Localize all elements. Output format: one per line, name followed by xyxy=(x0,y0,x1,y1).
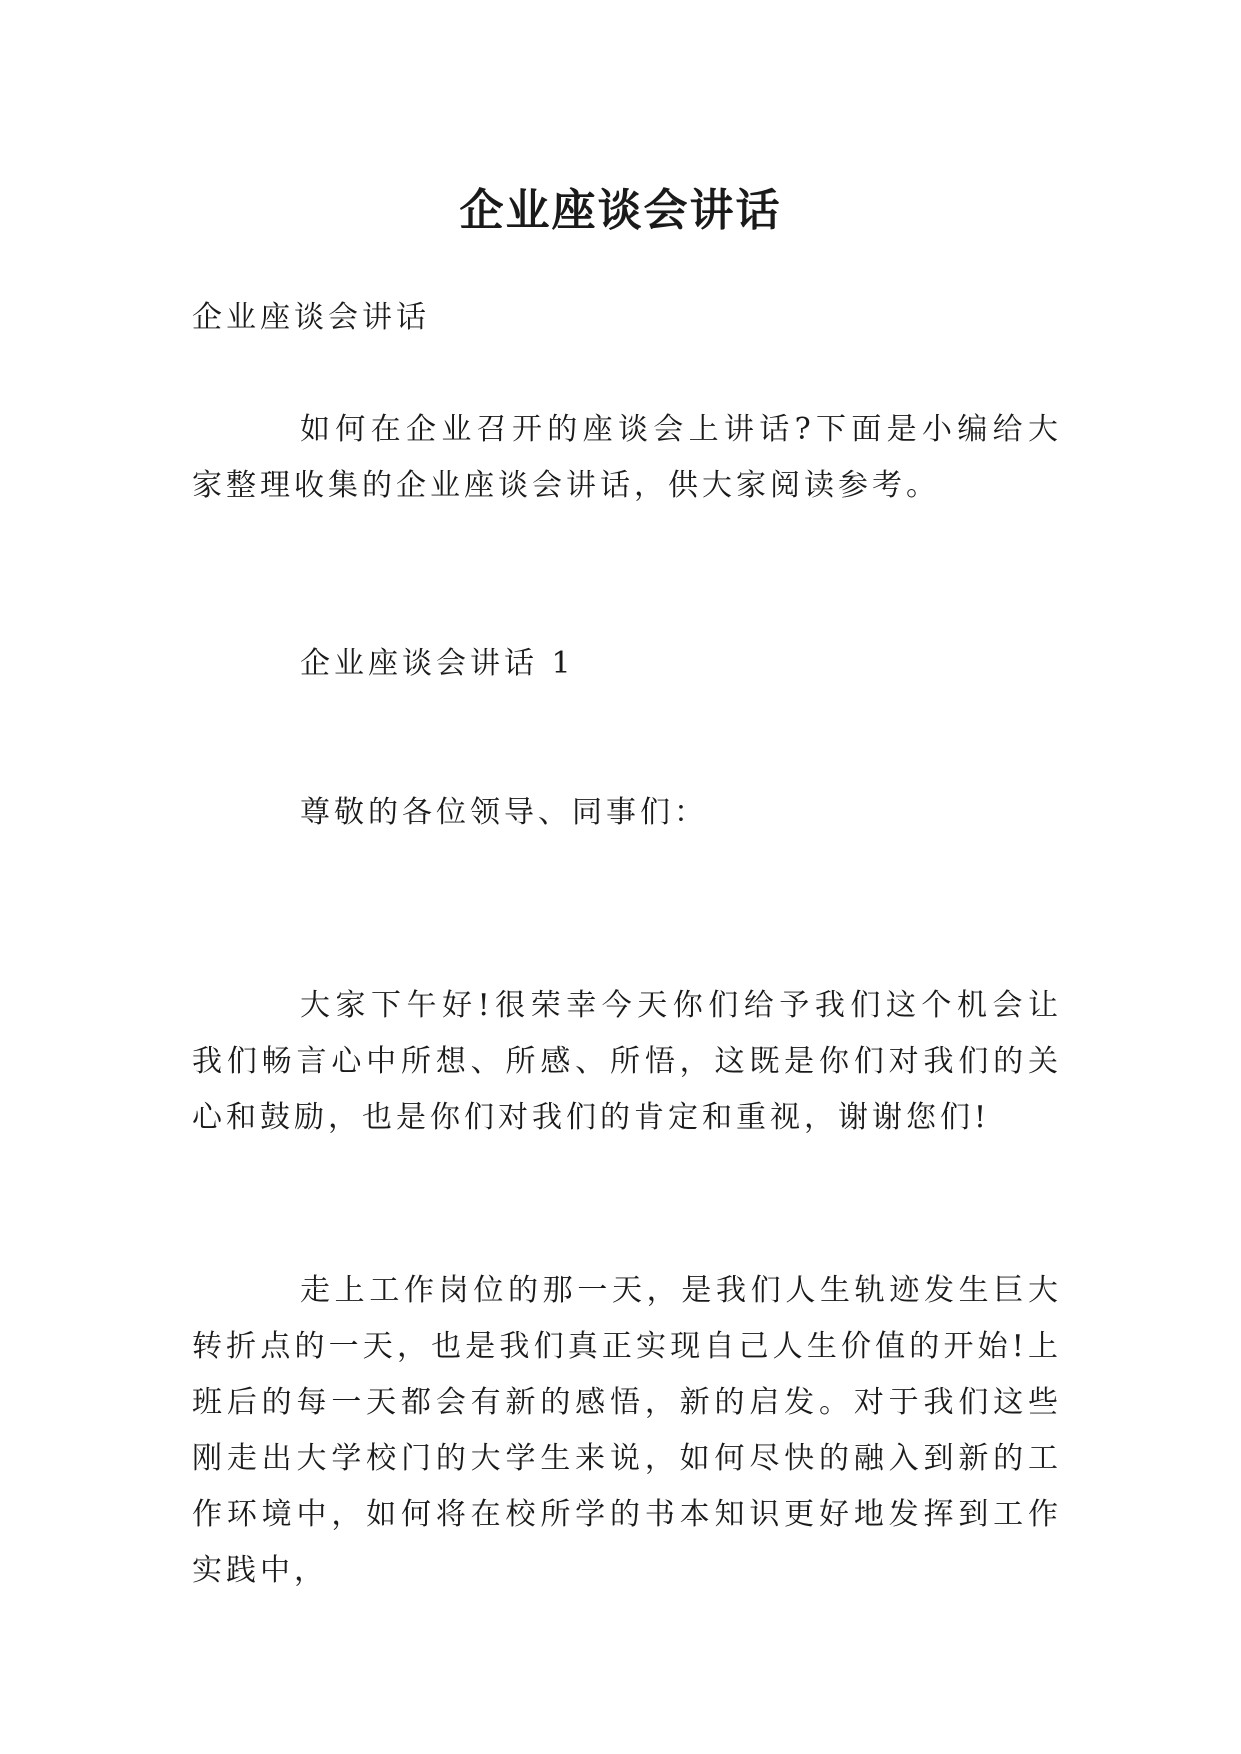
subtitle-paragraph: 企业座谈会讲话 xyxy=(192,300,430,335)
section-heading-1: 企业座谈会讲话 1 xyxy=(300,646,575,681)
body-paragraph: 走上工作岗位的那一天，是我们人生轨迹发生巨大转折点的一天，也是我们真正实现自己人生价值的开始!上班后的每一天都会有新的感悟，新的启发。对于我们这些刚走出大学校门的大学生来说，如何尽快的融入到新的工作环境中，如何将在校所学的书本知识更好地发挥到工作实践中， xyxy=(192,1273,1062,1588)
greeting-paragraph: 大家下午好!很荣幸今天你们给予我们这个机会让我们畅言心中所想、所感、所悟，这既是你们对我们的关心和鼓励，也是你们对我们的肯定和重视，谢谢您们! xyxy=(192,988,1062,1135)
salutation-paragraph: 尊敬的各位领导、同事们： xyxy=(300,795,708,830)
document-title: 企业座谈会讲话 xyxy=(459,185,782,237)
intro-paragraph: 如何在企业召开的座谈会上讲话?下面是小编给大家整理收集的企业座谈会讲话，供大家阅读参考。 xyxy=(192,412,1062,503)
